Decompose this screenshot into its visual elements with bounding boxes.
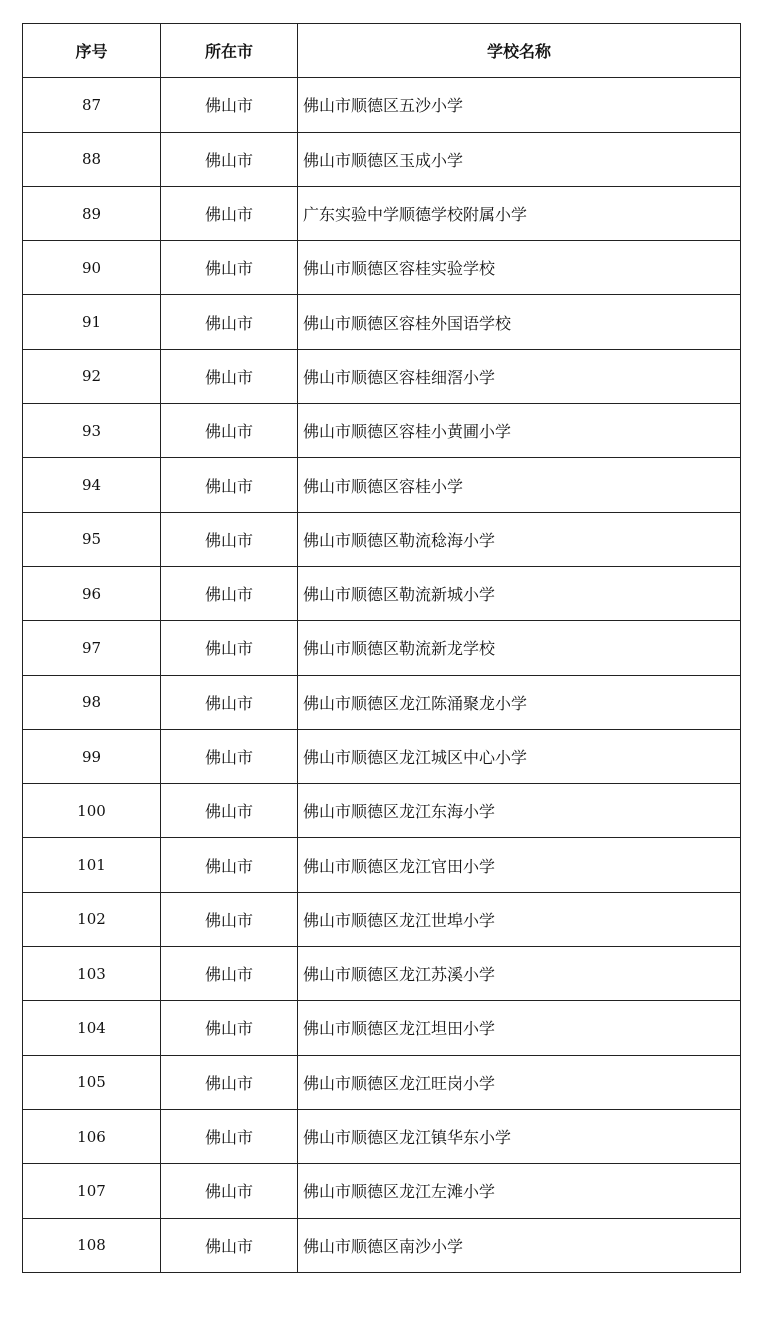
row-school-name-cell: 佛山市顺德区龙江城区中心小学 — [298, 729, 741, 783]
row-city-cell: 佛山市 — [161, 621, 298, 675]
row-index-cell: 95 — [23, 512, 161, 566]
row-index-cell: 100 — [23, 784, 161, 838]
table-row — [23, 1055, 741, 1109]
row-index-cell: 87 — [23, 78, 161, 132]
row-school-name-cell: 佛山市顺德区容桂小黄圃小学 — [298, 404, 741, 458]
row-index-cell: 91 — [23, 295, 161, 349]
row-city-cell: 佛山市 — [161, 566, 298, 620]
row-school-name-cell: 广东实验中学顺德学校附属小学 — [298, 186, 741, 240]
table-row — [23, 132, 741, 186]
row-school-name-cell: 佛山市顺德区勒流新城小学 — [298, 566, 741, 620]
table-row — [23, 458, 741, 512]
row-city-cell: 佛山市 — [161, 947, 298, 1001]
row-city-cell: 佛山市 — [161, 512, 298, 566]
row-city-cell: 佛山市 — [161, 295, 298, 349]
header-row — [23, 24, 741, 78]
table-row — [23, 729, 741, 783]
table-row — [23, 1218, 741, 1272]
row-city-cell: 佛山市 — [161, 78, 298, 132]
school-list-sheet — [22, 23, 741, 1273]
row-index-cell: 93 — [23, 404, 161, 458]
row-index-cell: 99 — [23, 729, 161, 783]
table-row — [23, 1001, 741, 1055]
row-index-cell: 108 — [23, 1218, 161, 1272]
row-school-name-cell: 佛山市顺德区龙江苏溪小学 — [298, 947, 741, 1001]
row-index-cell: 107 — [23, 1164, 161, 1218]
row-city-cell: 佛山市 — [161, 186, 298, 240]
row-index-cell: 88 — [23, 132, 161, 186]
header-city: 所在市 — [161, 24, 298, 78]
row-index-cell: 94 — [23, 458, 161, 512]
row-city-cell: 佛山市 — [161, 784, 298, 838]
header-index: 序号 — [23, 24, 161, 78]
row-school-name-cell: 佛山市顺德区勒流新龙学校 — [298, 621, 741, 675]
row-index-cell: 102 — [23, 892, 161, 946]
table-row — [23, 675, 741, 729]
row-city-cell: 佛山市 — [161, 729, 298, 783]
table-row — [23, 838, 741, 892]
row-city-cell: 佛山市 — [161, 1218, 298, 1272]
table-row — [23, 621, 741, 675]
row-city-cell: 佛山市 — [161, 1001, 298, 1055]
row-city-cell: 佛山市 — [161, 675, 298, 729]
table-row — [23, 947, 741, 1001]
row-city-cell: 佛山市 — [161, 1164, 298, 1218]
table-row — [23, 512, 741, 566]
table-row — [23, 78, 741, 132]
row-school-name-cell: 佛山市顺德区容桂外国语学校 — [298, 295, 741, 349]
row-city-cell: 佛山市 — [161, 892, 298, 946]
row-city-cell: 佛山市 — [161, 458, 298, 512]
row-index-cell: 101 — [23, 838, 161, 892]
row-index-cell: 103 — [23, 947, 161, 1001]
table-row — [23, 186, 741, 240]
row-city-cell: 佛山市 — [161, 132, 298, 186]
row-index-cell: 105 — [23, 1055, 161, 1109]
row-city-cell: 佛山市 — [161, 349, 298, 403]
row-school-name-cell: 佛山市顺德区龙江东海小学 — [298, 784, 741, 838]
row-index-cell: 96 — [23, 566, 161, 620]
header-school-name: 学校名称 — [298, 24, 741, 78]
row-school-name-cell: 佛山市顺德区玉成小学 — [298, 132, 741, 186]
row-school-name-cell: 佛山市顺德区容桂细滘小学 — [298, 349, 741, 403]
table-header — [23, 24, 741, 78]
row-city-cell: 佛山市 — [161, 1109, 298, 1163]
school-table — [22, 23, 741, 1273]
table-row — [23, 566, 741, 620]
row-city-cell: 佛山市 — [161, 838, 298, 892]
row-index-cell: 106 — [23, 1109, 161, 1163]
table-row — [23, 1164, 741, 1218]
table-row — [23, 892, 741, 946]
row-school-name-cell: 佛山市顺德区龙江官田小学 — [298, 838, 741, 892]
table-body — [23, 78, 741, 1273]
row-index-cell: 89 — [23, 186, 161, 240]
row-index-cell: 97 — [23, 621, 161, 675]
row-school-name-cell: 佛山市顺德区龙江旺岗小学 — [298, 1055, 741, 1109]
table-row — [23, 349, 741, 403]
row-city-cell: 佛山市 — [161, 1055, 298, 1109]
table-row — [23, 1109, 741, 1163]
row-school-name-cell: 佛山市顺德区南沙小学 — [298, 1218, 741, 1272]
row-school-name-cell: 佛山市顺德区容桂实验学校 — [298, 241, 741, 295]
row-school-name-cell: 佛山市顺德区龙江坦田小学 — [298, 1001, 741, 1055]
table-row — [23, 404, 741, 458]
row-city-cell: 佛山市 — [161, 404, 298, 458]
row-school-name-cell: 佛山市顺德区容桂小学 — [298, 458, 741, 512]
row-city-cell: 佛山市 — [161, 241, 298, 295]
row-school-name-cell: 佛山市顺德区勒流稔海小学 — [298, 512, 741, 566]
row-school-name-cell: 佛山市顺德区龙江陈涌聚龙小学 — [298, 675, 741, 729]
row-index-cell: 90 — [23, 241, 161, 295]
table-row — [23, 241, 741, 295]
row-index-cell: 104 — [23, 1001, 161, 1055]
row-index-cell: 98 — [23, 675, 161, 729]
row-school-name-cell: 佛山市顺德区龙江左滩小学 — [298, 1164, 741, 1218]
row-school-name-cell: 佛山市顺德区五沙小学 — [298, 78, 741, 132]
row-index-cell: 92 — [23, 349, 161, 403]
row-school-name-cell: 佛山市顺德区龙江世埠小学 — [298, 892, 741, 946]
table-row — [23, 295, 741, 349]
row-school-name-cell: 佛山市顺德区龙江镇华东小学 — [298, 1109, 741, 1163]
table-row — [23, 784, 741, 838]
